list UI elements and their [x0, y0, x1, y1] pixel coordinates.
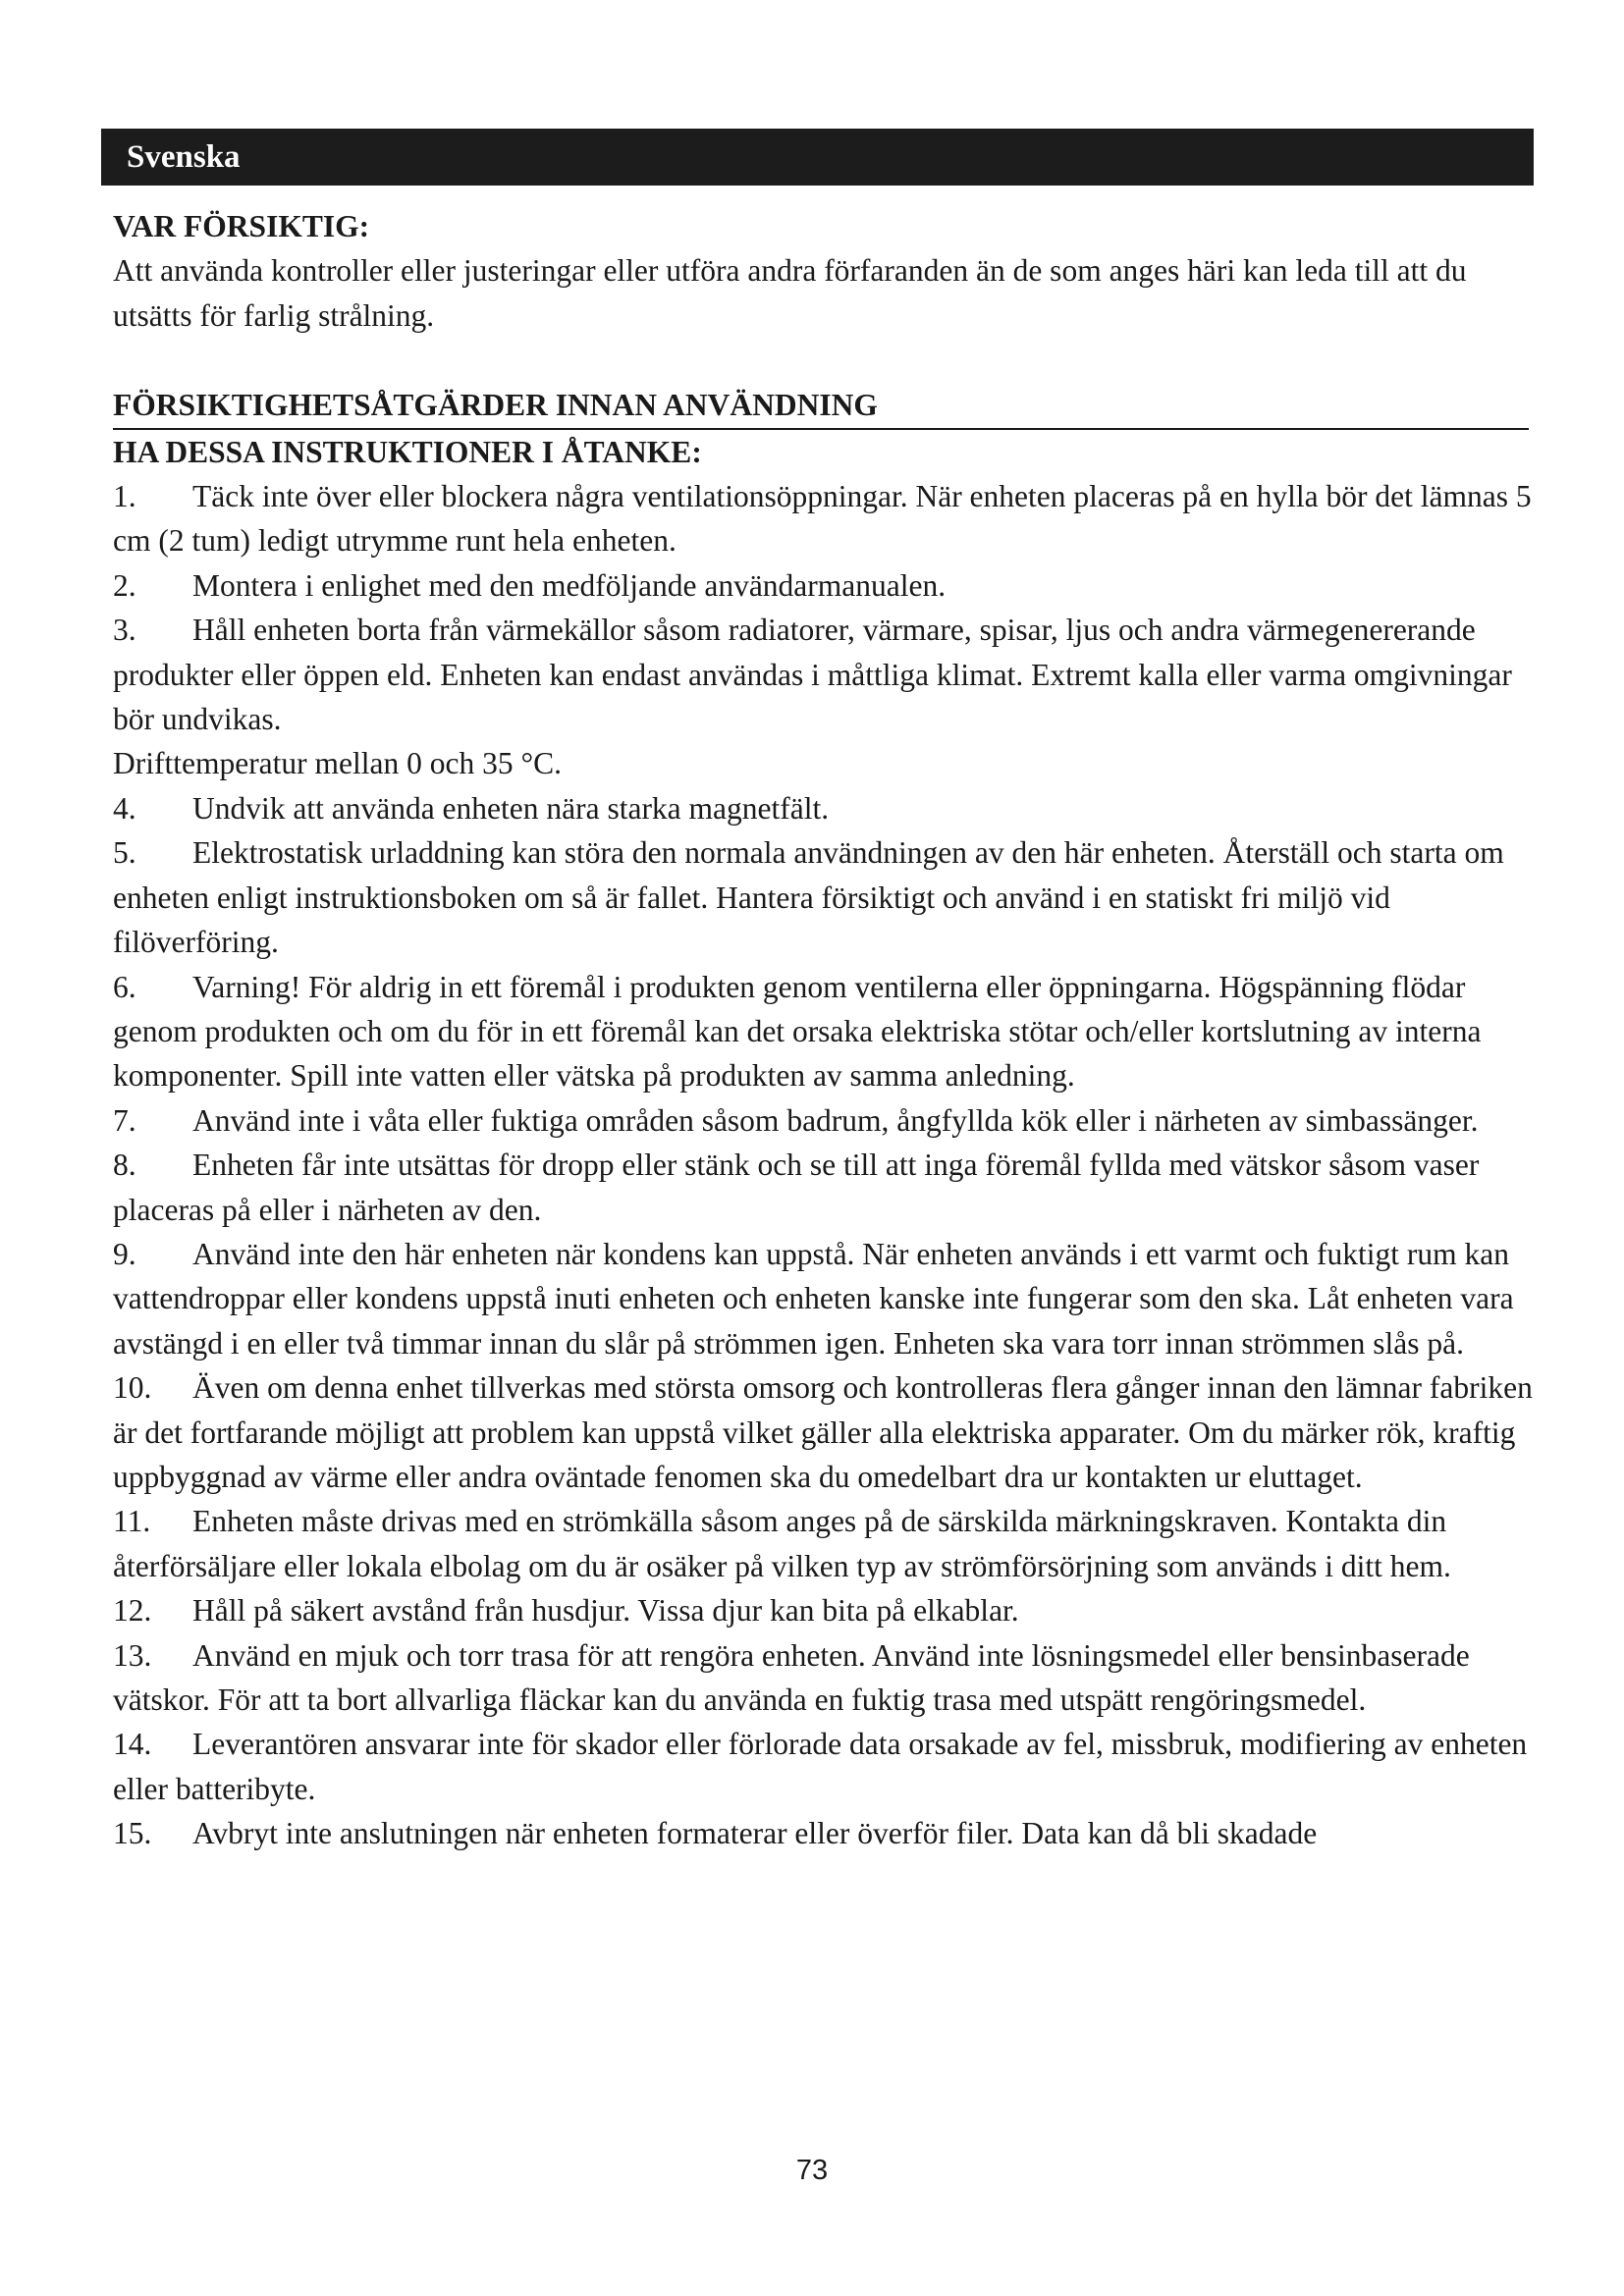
list-item: [113, 965, 1537, 1098]
list-item-number: 11.: [113, 1504, 151, 1539]
list-item: [113, 1722, 1537, 1811]
list-item-number: 4.: [113, 790, 136, 826]
caution-title: VAR FÖRSIKTIG:: [113, 209, 370, 243]
precaution-list: [113, 474, 1537, 1856]
list-item-number: 1.: [113, 479, 136, 514]
list-item: [113, 1098, 1537, 1143]
list-item: [113, 1588, 1537, 1632]
list-item-extra-text: Drifttemperatur mellan 0 och 35 °C.: [113, 746, 562, 781]
list-item-text: Varning! För aldrig in ett föremål i produkten genom ventilerna eller öppningarna. Högspänning flödar genom produkten och om du för in ett föremål kan det orsaka elektriska stötar och/eller kortslutning av interna komponenter. Spill inte vatten eller vätska på produkten av samma anledning.: [113, 969, 1482, 1094]
list-item-text: Håll enheten borta från värmekällor såsom radiatorer, värmare, spisar, ljus och andra värmegenererande produkter eller öppen eld. Enheten kan endast användas i måttliga klimat. Extremt kalla eller varma omgivningar bör undvikas.: [113, 613, 1512, 737]
list-item-number: 13.: [113, 1637, 152, 1673]
list-item: [113, 1633, 1537, 1723]
list-item-number: 3.: [113, 613, 136, 648]
list-item-text: Montera i enlighet med den medföljande användarmanualen.: [192, 567, 947, 603]
list-item: [113, 474, 1537, 563]
list-item-text: Leverantören ansvarar inte för skador eller förlorade data orsakade av fel, missbruk, modifiering av enheten eller batteribyte.: [113, 1727, 1528, 1806]
list-item-number: 2.: [113, 567, 136, 603]
section-gap: [113, 338, 1537, 383]
list-item: [113, 563, 1537, 608]
precautions-subtitle: HA DESSA INSTRUKTIONER I ÅTANKE:: [113, 434, 702, 469]
list-item-number: 10.: [113, 1370, 152, 1406]
list-item-number: 15.: [113, 1816, 152, 1851]
list-item-number: 9.: [113, 1236, 136, 1271]
list-item-text: Enheten måste drivas med en strömkälla såsom anges på de särskilda märkningskraven. Kontakta din återförsäljare eller lokala elbolag om du är osäker på vilken typ av strömförsörjning som används i ditt hem.: [113, 1504, 1451, 1583]
caution-text: Att använda kontroller eller justeringar eller utföra andra förfaranden än de som anges häri kan leda till att du utsätts för farlig strålning.: [113, 253, 1467, 333]
list-item-text: Använd inte i våta eller fuktiga områden såsom badrum, ångfyllda kök eller i närheten av simbassänger.: [192, 1102, 1479, 1138]
list-item: [113, 1232, 1537, 1365]
list-item-text: Använd inte den här enheten när kondens kan uppstå. När enheten används i ett varmt och fuktigt rum kan vattendroppar eller kondens uppstå inuti enheten och enheten kanske inte fungerar som den ska. Låt enheten vara avstängd i en eller två timmar innan du slår på strömmen igen. Enheten ska vara torr innan strömmen slås på.: [113, 1236, 1514, 1361]
language-header-bar: [101, 129, 1534, 186]
list-item: [113, 786, 1537, 830]
list-item-text: Undvik att använda enheten nära starka magnetfält.: [192, 790, 830, 826]
page-number: 73: [795, 2155, 829, 2186]
list-item-number: 6.: [113, 969, 136, 1004]
language-label: Svenska: [127, 139, 241, 175]
list-item-text: Avbryt inte anslutningen när enheten formaterar eller överför filer. Data kan då bli skadade: [192, 1816, 1318, 1851]
list-item-text: Täck inte över eller blockera några ventilationsöppningar. När enheten placeras på en hylla bör det lämnas 5 cm (2 tum) ledigt utrymme runt hela enheten.: [113, 479, 1532, 559]
list-item-text: Håll på säkert avstånd från husdjur. Vissa djur kan bita på elkablar.: [192, 1593, 1019, 1629]
list-item: [113, 1499, 1537, 1588]
list-item-number: 14.: [113, 1727, 152, 1762]
list-item-number: 7.: [113, 1102, 136, 1138]
list-item-number: 5.: [113, 835, 136, 871]
list-item-number: 8.: [113, 1148, 136, 1183]
list-item: [113, 608, 1537, 741]
list-item-number: 12.: [113, 1593, 152, 1629]
list-item-text: Elektrostatisk urladdning kan störa den normala användningen av den här enheten. Återställ och starta om enheten enligt instruktionsboken om så är fallet. Hantera försiktigt och använd i en statiskt fri miljö vid filöverföring.: [113, 835, 1504, 960]
list-item: [113, 830, 1537, 964]
list-item: [113, 1365, 1537, 1499]
precautions-title: FÖRSIKTIGHETSÅTGÄRDER INNAN ANVÄNDNING: [113, 383, 1529, 429]
page-content: [113, 204, 1537, 1856]
list-item-text: Enheten får inte utsättas för dropp eller stänk och se till att inga föremål fyllda med vätskor såsom vaser placeras på eller i närheten av den.: [113, 1148, 1480, 1227]
list-item: [113, 1811, 1537, 1855]
list-item-text: Även om denna enhet tillverkas med största omsorg och kontrolleras flera gånger innan den lämnar fabriken är det fortfarande möjligt att problem kan uppstå vilket gäller alla elektriska apparater. Om du märker rök, kraftig uppbyggnad av värme eller andra oväntade fenomen ska du omedelbart dra ur kontakten ur eluttaget.: [113, 1370, 1533, 1494]
list-item: [113, 1143, 1537, 1232]
list-item-text: Använd en mjuk och torr trasa för att rengöra enheten. Använd inte lösningsmedel eller bensinbaserade vätskor. För att ta bort allvarliga fläckar kan du använda en fuktig trasa med utspätt rengöringsmedel.: [113, 1637, 1470, 1717]
